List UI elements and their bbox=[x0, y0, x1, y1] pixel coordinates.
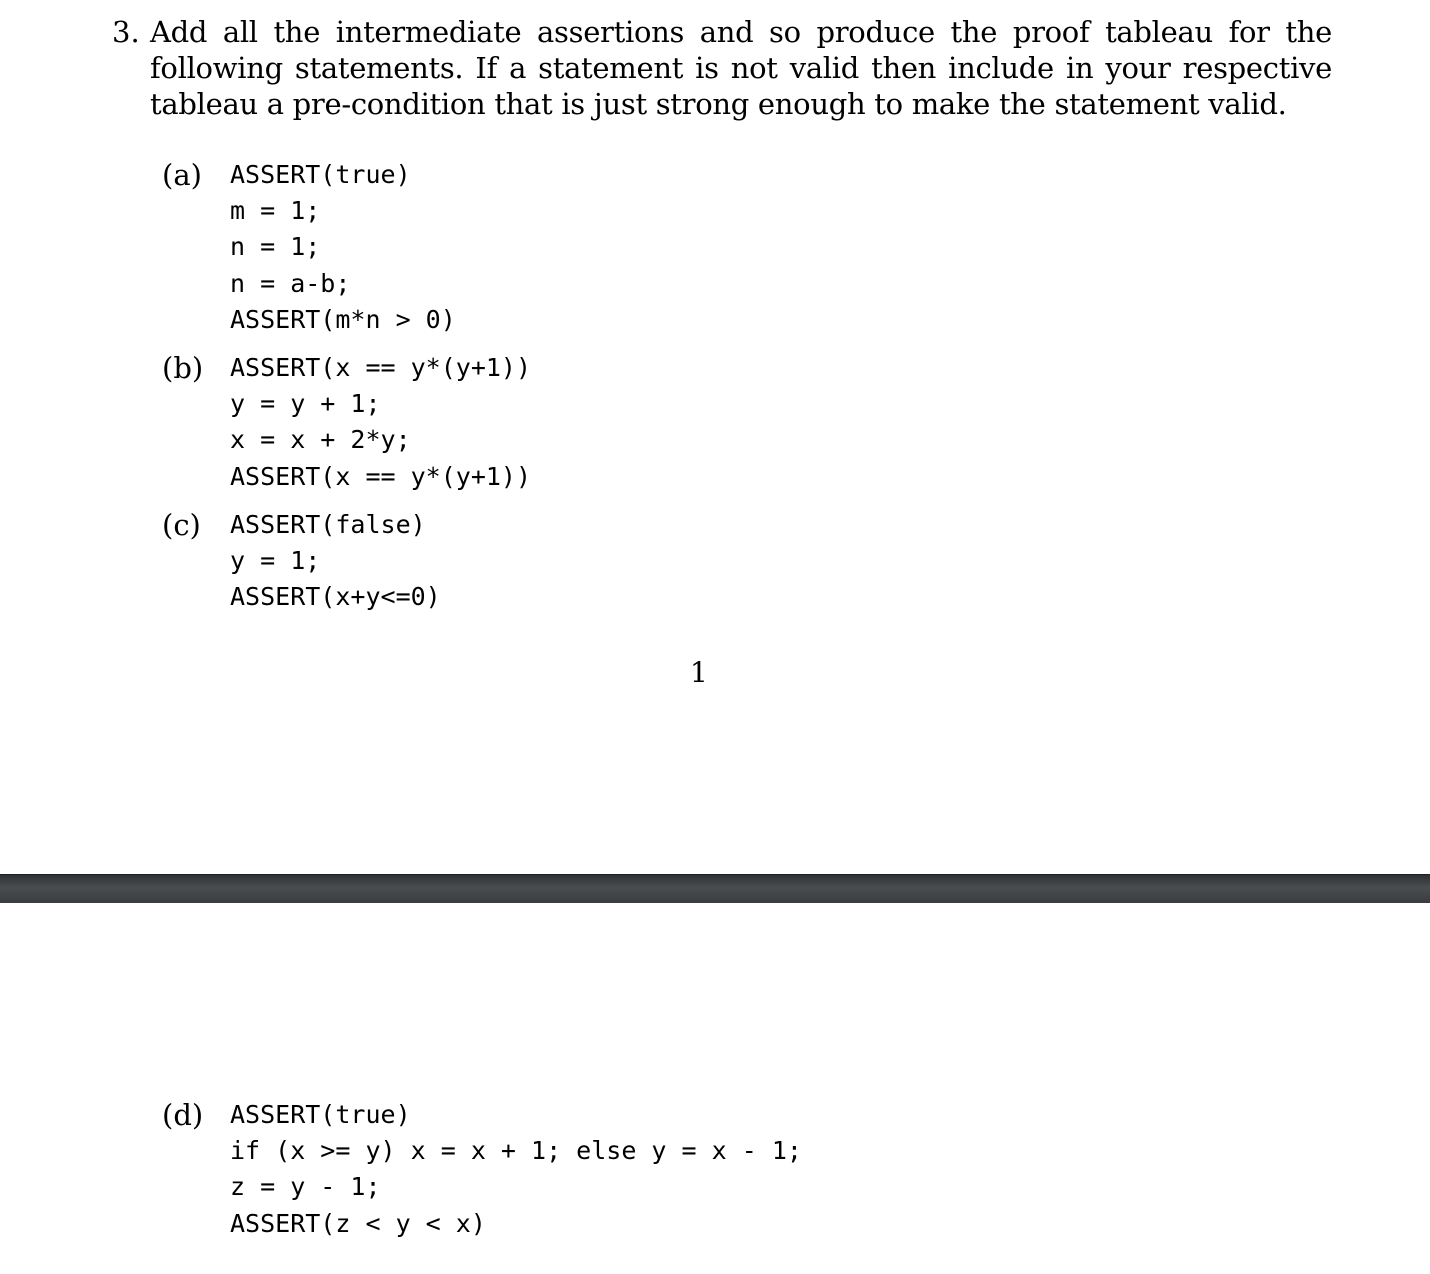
code-line: ASSERT(true) bbox=[230, 160, 411, 189]
code-line: n = 1; bbox=[230, 232, 321, 262]
part-label: (b) bbox=[162, 351, 204, 385]
code-line: y = 1; bbox=[230, 546, 321, 576]
code-line: n = a-b; bbox=[230, 268, 351, 298]
code-line: ASSERT(false) bbox=[230, 510, 426, 539]
page-divider bbox=[0, 874, 1430, 903]
code-line: z = y - 1; bbox=[230, 1172, 381, 1202]
code-line: y = y + 1; bbox=[230, 389, 381, 419]
code-line: x = x + 2*y; bbox=[230, 425, 411, 455]
code-block bbox=[230, 1097, 802, 1242]
code-line: ASSERT(true) bbox=[230, 1100, 411, 1129]
code-block bbox=[230, 350, 531, 495]
page-number: 1 bbox=[690, 656, 708, 689]
part-label: (d) bbox=[162, 1098, 204, 1132]
code-line: m = 1; bbox=[230, 196, 321, 226]
problem-statement: Add all the intermediate assertions and so produce the proof tableau for the following statements. If a statement is not valid then include in your respective tableau a pre-condition that is just strong enough to make the statement valid. bbox=[150, 15, 1332, 121]
code-block bbox=[230, 507, 441, 616]
code-line: ASSERT(z < y < x) bbox=[230, 1208, 486, 1238]
code-line: if (x >= y) x = x + 1; else y = x - 1; bbox=[230, 1136, 802, 1166]
problem-number: 3. bbox=[112, 15, 140, 49]
problem-header bbox=[112, 14, 1332, 122]
code-line: ASSERT(m*n > 0) bbox=[230, 304, 456, 334]
code-line: ASSERT(x == y*(y+1)) bbox=[230, 461, 532, 491]
code-line: ASSERT(x == y*(y+1)) bbox=[230, 353, 532, 382]
code-block bbox=[230, 157, 456, 338]
code-line: ASSERT(x+y<=0) bbox=[230, 582, 441, 612]
part-label: (c) bbox=[162, 508, 201, 542]
part-label: (a) bbox=[162, 158, 202, 192]
